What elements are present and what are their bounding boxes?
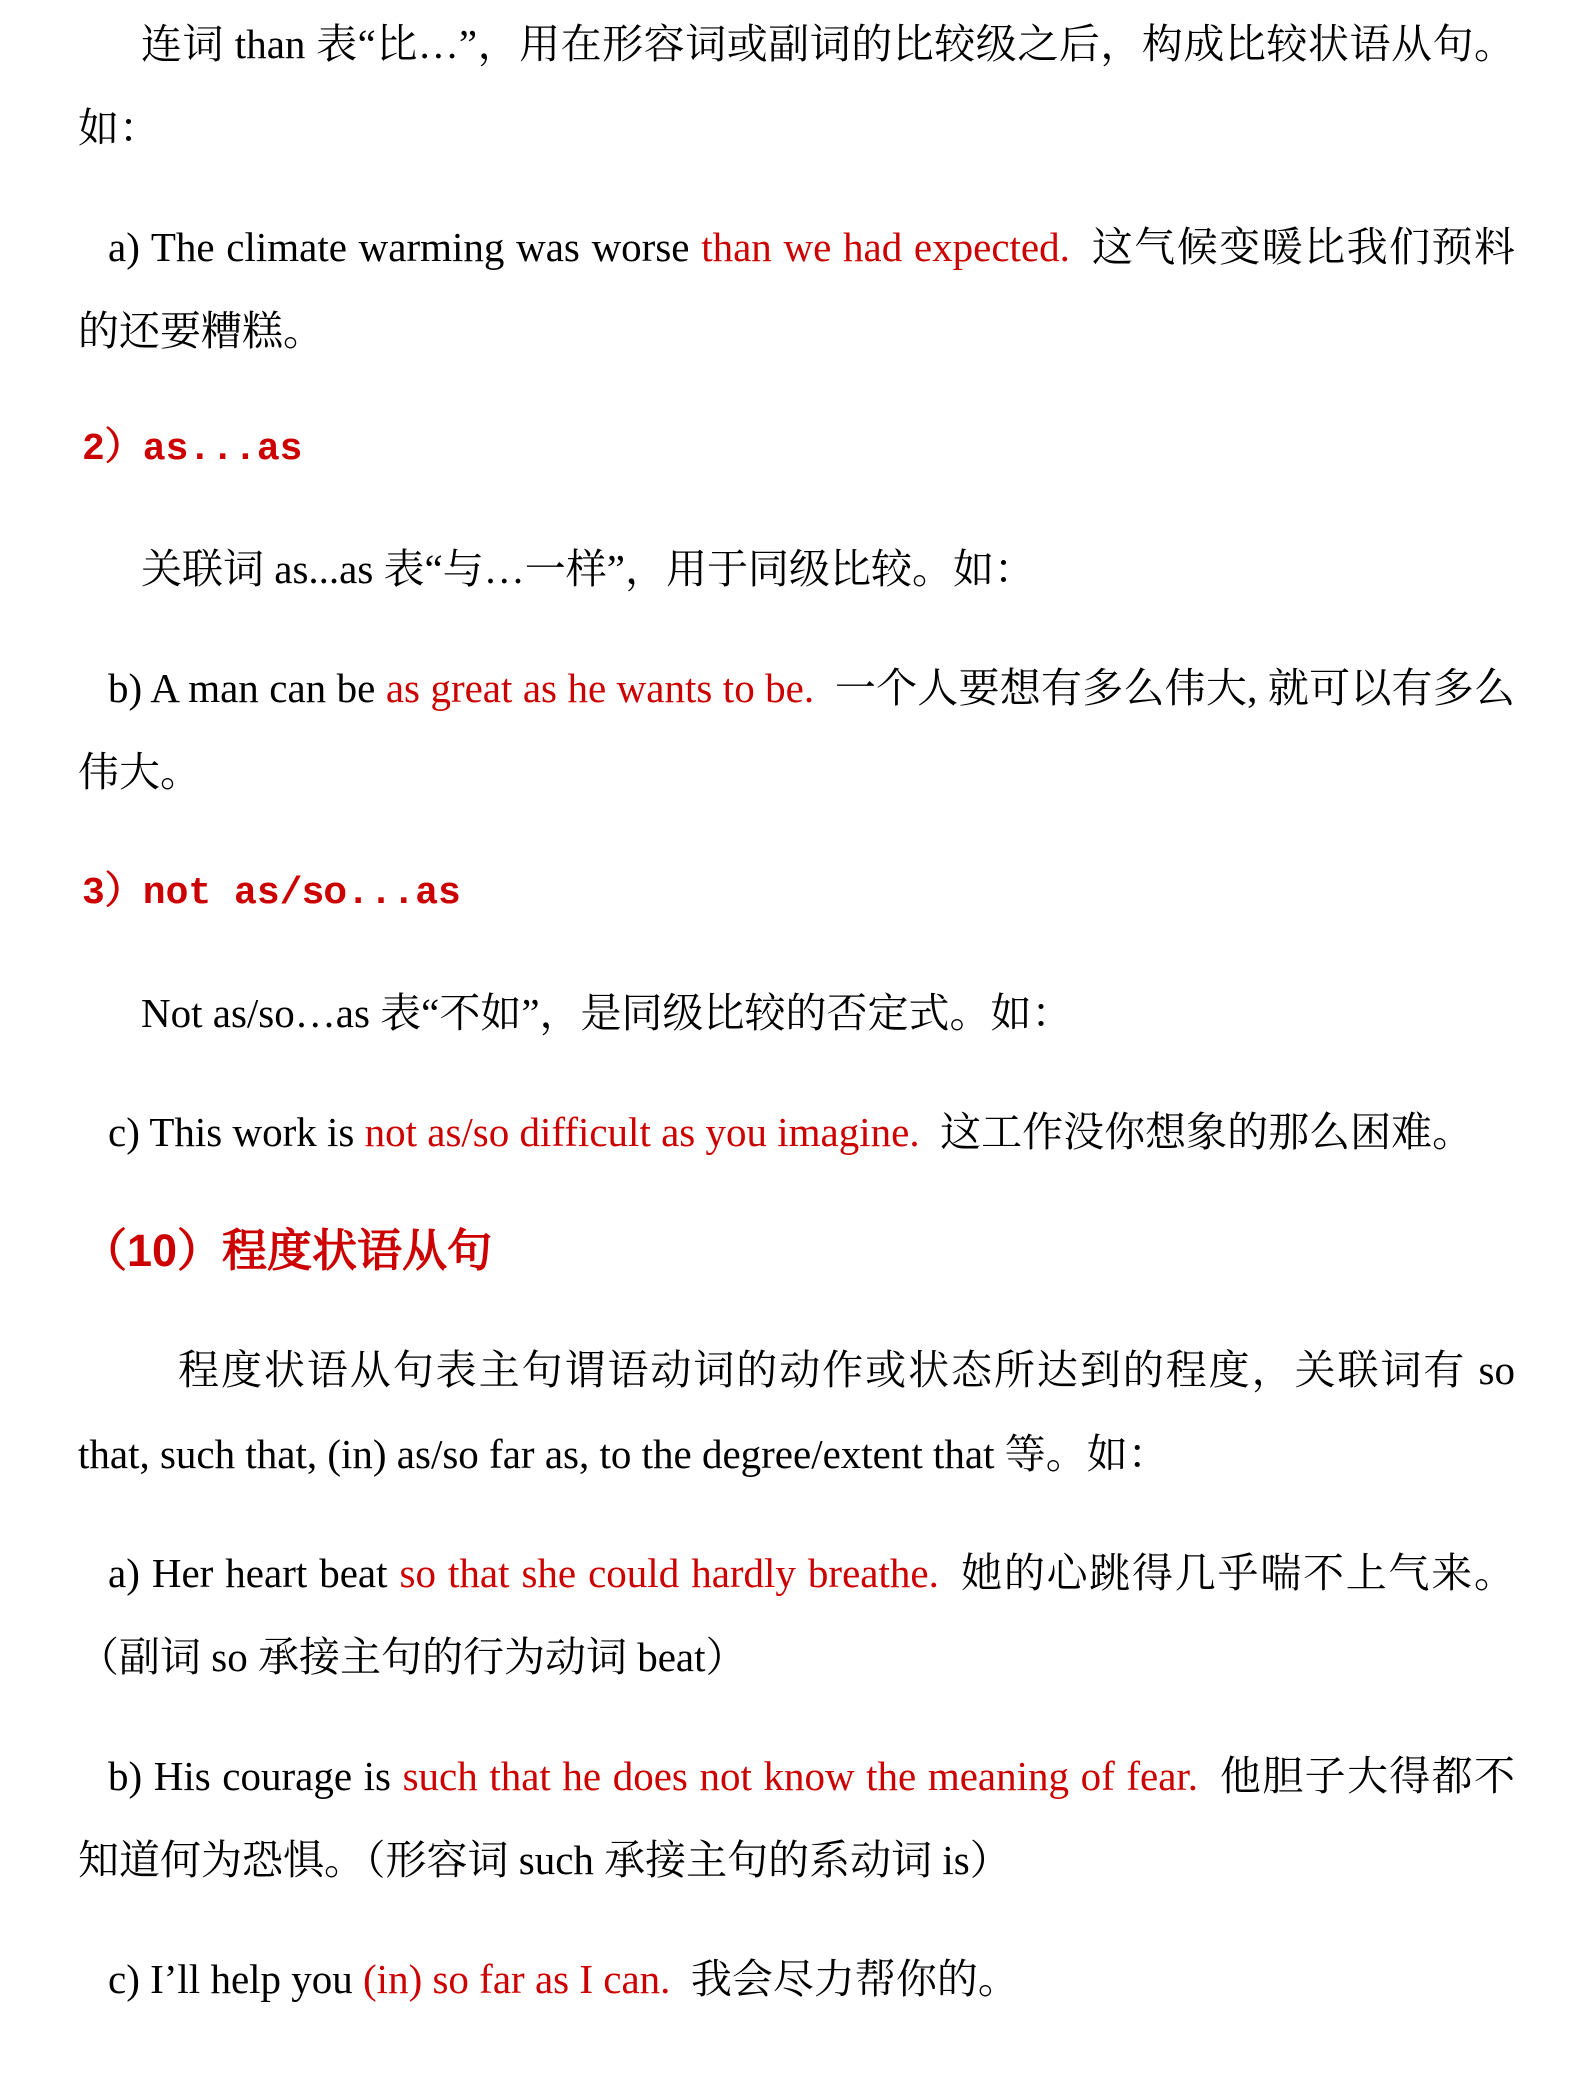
text-run: Not as/so…as 表“不如”，是同级比较的否定式。如： — [141, 990, 1073, 1036]
text-run: 一个人要想有多么伟大, 就可以有多么伟大。 — [78, 665, 1516, 795]
text-run: b) His courage is — [108, 1753, 403, 1799]
text-run: 她的心跳得几乎喘不上气来。（副词 so 承接主句的行为动词 beat） — [78, 1550, 1516, 1680]
highlight-run: as great as he wants to be. — [385, 665, 815, 711]
highlight-run: 2）as...as — [82, 428, 303, 471]
text-run: 他胆子大得都不知道何为恐惧。（形容词 such 承接主句的系动词 is） — [78, 1753, 1515, 1883]
text-run: 关联词 as...as 表“与…一样”，用于同级比较。如： — [141, 546, 1035, 592]
example-sentence — [78, 646, 1515, 814]
example-sentence — [78, 1937, 1515, 2021]
text-run: a) The climate warming was worse — [108, 224, 702, 270]
document-body — [78, 2, 1515, 2021]
highlight-run: not as/so difficult as you imagine. — [364, 1109, 920, 1155]
subsection-heading — [78, 408, 1515, 492]
highlight-run: (in) so far as I can. — [363, 1956, 671, 2002]
text-run: 这气候变暖比我们预料的还要糟糕。 — [78, 224, 1515, 354]
text-run: b) A man can be — [108, 665, 386, 711]
text-run: 连词 than 表“比…”，用在形容词或副词的比较级之后，构成比较状语从句。如： — [78, 21, 1515, 151]
paragraph-intro — [78, 1328, 1515, 1496]
text-run: c) This work is — [108, 1109, 365, 1155]
text-run: a) Her heart beat — [108, 1550, 400, 1596]
highlight-run: such that he does not know the meaning of fear. — [402, 1753, 1199, 1799]
highlight-run: ...as — [346, 872, 461, 915]
text-run: 程度状语从句表主句谓语动词的动作或状态所达到的程度，关联词有 so that, such that, (in) as/so far as, to the degree/extent that 等。如： — [78, 1347, 1515, 1477]
text-run: 我会尽力帮你的。 — [670, 1956, 1019, 2002]
paragraph-intro — [78, 971, 1515, 1055]
example-sentence — [78, 1090, 1515, 1174]
section-heading — [78, 1209, 1515, 1293]
highlight-run: so that she could hardly breathe. — [399, 1550, 939, 1596]
text-run: 这工作没你想象的那么困难。 — [919, 1109, 1474, 1155]
paragraph-intro — [78, 527, 1515, 611]
highlight-run: than we had expected. — [701, 224, 1070, 270]
highlight-run: 3）not as/ — [82, 872, 303, 915]
highlight-run: so — [302, 870, 347, 912]
example-sentence — [78, 1734, 1515, 1902]
example-sentence — [78, 205, 1515, 373]
paragraph-intro — [78, 2, 1515, 170]
document-page — [78, 2, 1515, 2021]
example-sentence — [78, 1531, 1515, 1699]
highlight-run: （10）程度状语从句 — [82, 1225, 493, 1276]
text-run: c) I’ll help you — [108, 1956, 364, 2002]
subsection-heading — [78, 849, 1515, 936]
